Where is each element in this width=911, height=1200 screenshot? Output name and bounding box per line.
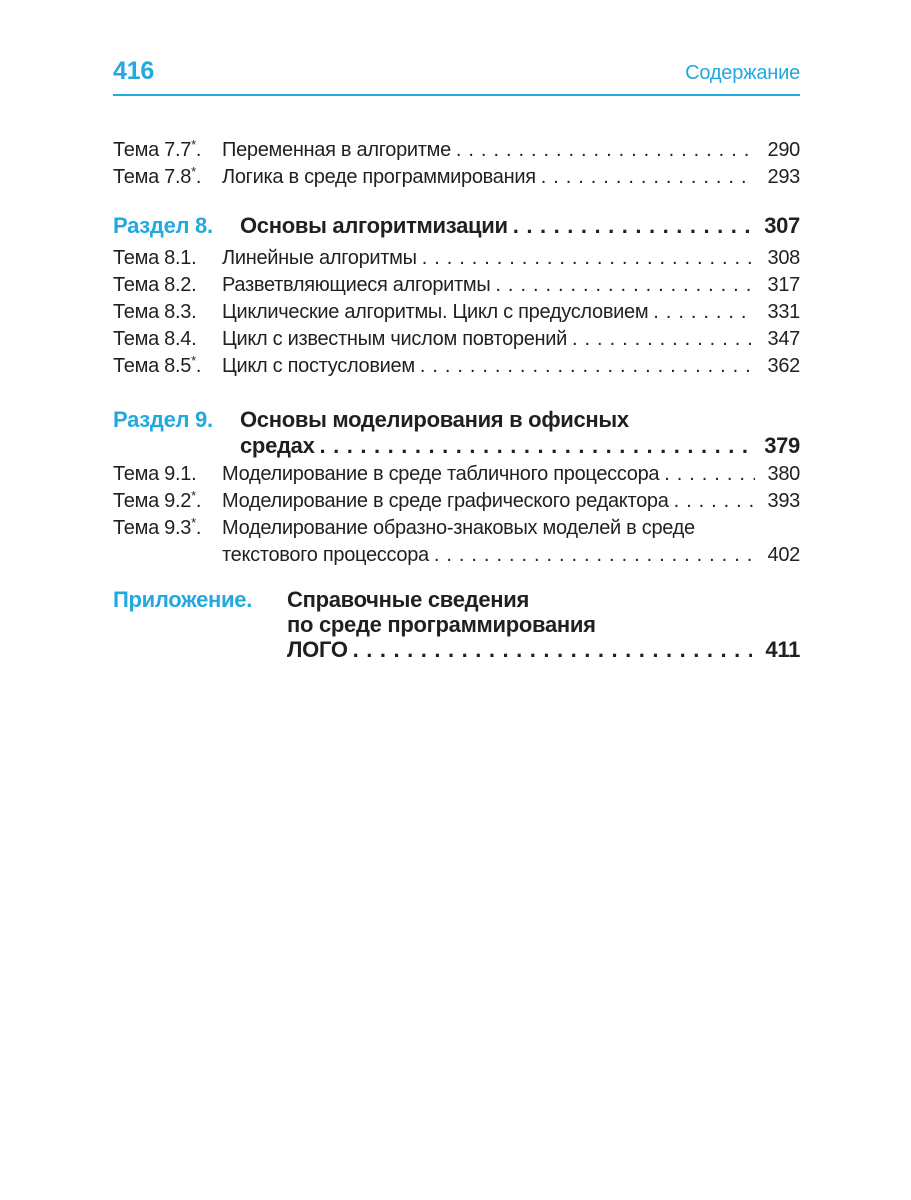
toc-section-entry — [113, 407, 800, 459]
section-title-line: Основы моделирования в офисных — [240, 407, 629, 432]
header-title: Содержание — [685, 62, 800, 84]
entry-label: Тема 8.4. — [113, 328, 197, 350]
toc-entry — [113, 299, 800, 326]
leader-dots — [434, 542, 755, 569]
entry-title-line: текстового процессора — [222, 544, 429, 566]
entry-title: Разветвляющиеся алгоритмы — [222, 274, 491, 296]
entry-title: Логика в среде программирования — [222, 166, 536, 188]
toc-section-entry — [113, 213, 800, 239]
entry-page-number: 308 — [767, 247, 800, 269]
leader-dots — [541, 164, 755, 191]
asterisk-mark: * — [191, 164, 196, 179]
leader-dots — [572, 326, 754, 353]
appendix-title-line: ЛОГО — [287, 637, 348, 662]
toc-entry — [113, 488, 800, 515]
entry-page-number: 411 — [765, 637, 800, 662]
entry-title-line: Моделирование образно-знаковых моделей в среде — [222, 517, 695, 539]
leader-dots — [422, 245, 755, 272]
leader-dots — [495, 272, 754, 299]
leader-dots — [653, 299, 754, 326]
asterisk-mark: * — [191, 137, 196, 152]
leader-dots — [353, 637, 753, 662]
entry-title: Линейные алгоритмы — [222, 247, 417, 269]
entry-page-number: 317 — [767, 274, 800, 296]
entry-label: Тема 7.8*. — [113, 164, 202, 188]
entry-page-number: 393 — [767, 490, 800, 512]
toc-entry — [113, 353, 800, 380]
toc-entry — [113, 515, 800, 569]
entry-title: Моделирование в среде табличного процессора — [222, 463, 660, 485]
entry-title: Моделирование в среде графического редактора — [222, 490, 669, 512]
entry-label: Тема 9.2*. — [113, 488, 202, 512]
appendix-title-line: по среде программирования — [287, 612, 596, 637]
section-label: Раздел 8. — [113, 213, 213, 238]
entry-page-number: 347 — [767, 328, 800, 350]
entry-title: Цикл с постусловием — [222, 355, 415, 377]
leader-dots — [664, 461, 754, 488]
entry-label: Тема 8.2. — [113, 274, 197, 296]
page-content — [113, 57, 800, 662]
entry-page-number: 402 — [767, 544, 800, 566]
appendix-label: Приложение. — [113, 587, 253, 612]
entry-title: Переменная в алгоритме — [222, 139, 451, 161]
toc-appendix-entry — [113, 587, 800, 662]
entry-title: Цикл с известным числом повторений — [222, 328, 568, 350]
asterisk-mark: * — [191, 515, 196, 530]
entry-page-number: 290 — [767, 139, 800, 161]
toc-entry — [113, 137, 800, 164]
entry-label: Тема 9.3*. — [113, 515, 202, 539]
toc-entry — [113, 164, 800, 191]
page-header — [113, 57, 800, 96]
leader-dots — [513, 213, 751, 239]
section-title-line: средах — [240, 433, 315, 458]
entry-page-number: 380 — [767, 463, 800, 485]
entry-label: Тема 8.3. — [113, 301, 197, 323]
entry-label: Тема 9.1. — [113, 463, 197, 485]
asterisk-mark: * — [191, 353, 196, 368]
toc-entry — [113, 245, 800, 272]
leader-dots — [674, 488, 755, 515]
toc-entry — [113, 272, 800, 299]
entry-label: Тема 7.7*. — [113, 137, 202, 161]
section-label: Раздел 9. — [113, 407, 213, 432]
appendix-title-line: Справочные сведения — [287, 587, 530, 612]
entry-page-number: 331 — [767, 301, 800, 323]
entry-page-number: 362 — [767, 355, 800, 377]
entry-page-number: 293 — [767, 166, 800, 188]
leader-dots — [420, 353, 755, 380]
toc-entry — [113, 461, 800, 488]
entry-label: Тема 8.5*. — [113, 353, 202, 377]
toc-entry — [113, 326, 800, 353]
leader-dots — [456, 137, 755, 164]
entry-page-number: 379 — [764, 433, 800, 458]
table-of-contents — [113, 137, 800, 662]
entry-title: Циклические алгоритмы. Цикл с предусловием — [222, 301, 649, 323]
entry-page-number: 307 — [764, 213, 800, 238]
section-title: Основы алгоритмизации — [240, 213, 508, 238]
entry-label: Тема 8.1. — [113, 247, 197, 269]
leader-dots — [320, 433, 752, 459]
asterisk-mark: * — [191, 488, 196, 503]
page-number: 416 — [113, 57, 155, 85]
